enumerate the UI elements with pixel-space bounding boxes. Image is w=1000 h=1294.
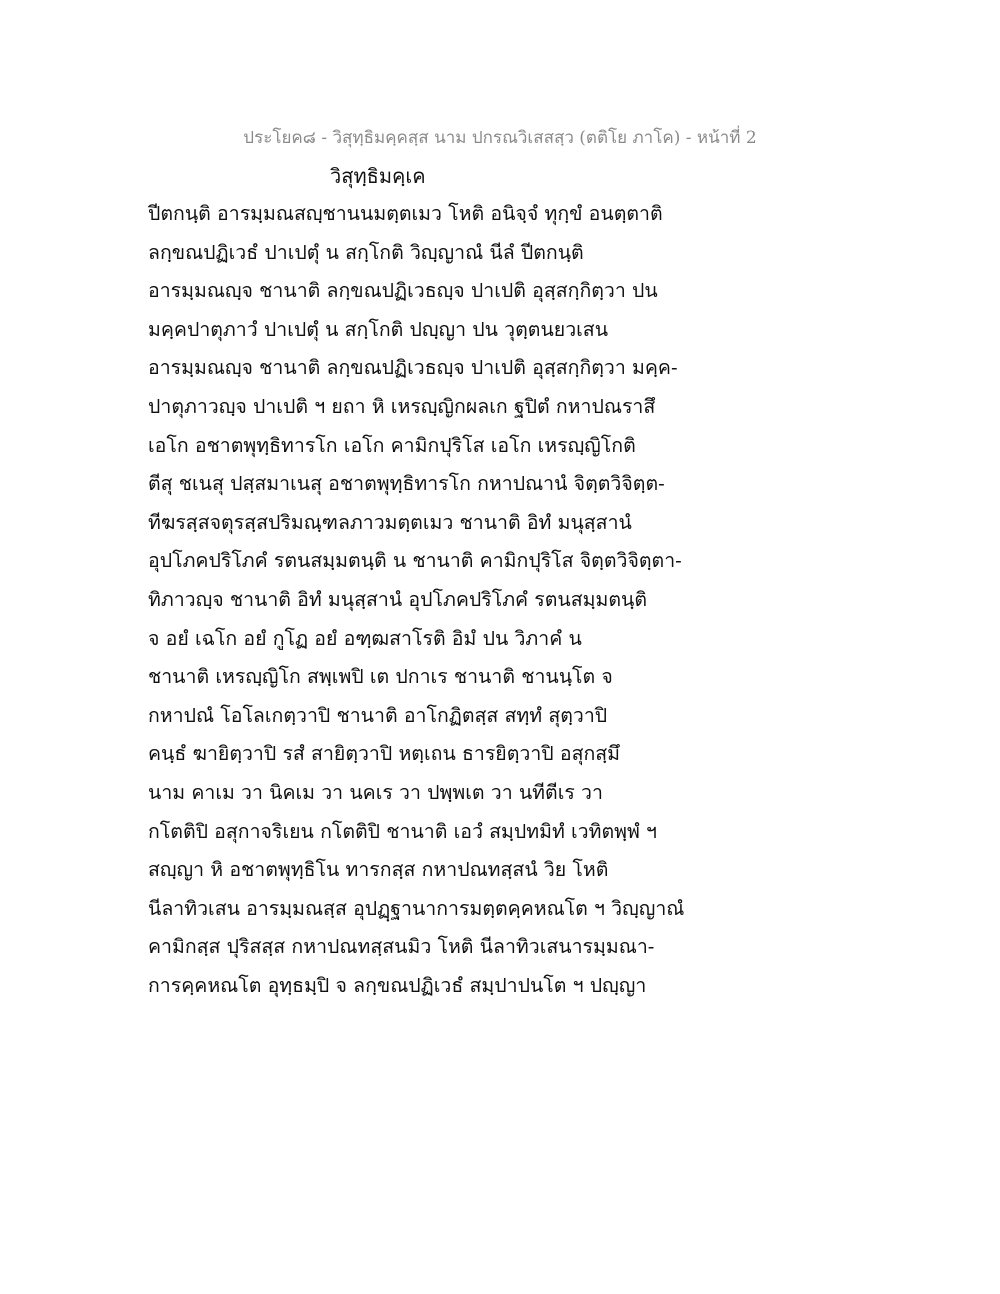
text-line: ตีสุ ชเนสุ ปสฺสมาเนสุ อชาตพุทฺธิทารโก กหาปณานํ จิตฺตวิจิตฺต- (148, 472, 665, 496)
text-line: ลกฺขณปฏิเวธํ ปาเปตุํ น สกฺโกติ วิญฺญาณํ นีลํ ปีตกนฺติ (148, 240, 584, 264)
running-header (0, 124, 1000, 151)
section-title: วิสุทฺธิมคฺเค (330, 164, 426, 188)
running-header-text: ประโยค๘ - วิสุทฺธิมคฺคสฺส นาม ปกรณวิเสสสฺว (ตติโย ภาโค) - หน้าที่ 2 (243, 128, 757, 148)
text-line: ปีตกนฺติ อารมฺมณสญฺชานนมตฺตเมว โหติ อนิจฺจํ ทุกฺขํ อนตฺตาติ (148, 202, 663, 225)
text-line: การคฺคหณโต อุทฺธมฺปิ จ ลกฺขณปฏิเวธํ สมฺปาปนโต ฯ ปญฺญา (148, 973, 647, 997)
text-line: จ อยํ เฉโก อยํ กูโฏ อยํ อฑฺฒสาโรติ อิมํ ปน วิภาคํ น (148, 626, 582, 650)
text-line: อารมฺมณญฺจ ชานาติ ลกฺขณปฏิเวธญฺจ ปาเปติ อุสฺสกฺกิตฺวา มคฺค- (148, 356, 678, 380)
text-line: อารมฺมณญฺจ ชานาติ ลกฺขณปฏิเวธญฺจ ปาเปติ อุสฺสกฺกิตฺวา ปน (148, 279, 658, 303)
text-line: ชานาติ เหรญฺญิโก สพฺเพปิ เต ปกาเร ชานาติ ชานนฺโต จ (148, 665, 613, 689)
text-line: กโตติปิ อสุกาจริเยน กโตติปิ ชานาติ เอวํ สมฺปทมิทํ เวทิตพฺพํ ฯ (148, 819, 657, 843)
text-line: ปาตุภาวญฺจ ปาเปติ ฯ ยถา หิ เหรญฺญิกผลเก ฐปิตํ กหาปณราสึ (148, 394, 656, 418)
text-line: กหาปณํ โอโลเกตฺวาปิ ชานาติ อาโกฏิตสฺส สทฺทํ สุตฺวาปิ (148, 703, 608, 727)
text-line: ทิภาวญฺจ ชานาติ อิทํ มนุสฺสานํ อุปโภคปริโภคํ รตนสมฺมตนฺติ (148, 587, 648, 611)
text-line: คามิกสฺส ปุริสสฺส กหาปณทสฺสนมิว โหติ นีลาทิวเสนารมฺมณา- (148, 935, 655, 959)
text-line: สญฺญา หิ อชาตพุทฺธิโน ทารกสฺส กหาปณทสฺสนํ วิย โหติ (148, 858, 609, 882)
text-line: เอโก อชาตพุทฺธิทารโก เอโก คามิกปุริโส เอโก เหรญฺญิโกติ (148, 433, 636, 457)
text-line: นาม คาเม วา นิคเม วา นคเร วา ปพฺพเต วา นทีตีเร วา (148, 780, 603, 804)
text-line: มคฺคปาตุภาวํ ปาเปตุํ น สกฺโกติ ปญฺญา ปน วุตฺตนยวเสน (148, 317, 609, 341)
text-line: คนฺธํ ฆายิตฺวาปิ รสํ สายิตฺวาปิ หตฺเถน ธารยิตฺวาปิ อสุกสฺมึ (148, 742, 621, 766)
text-line: อุปโภคปริโภคํ รตนสมฺมตนฺติ น ชานาติ คามิกปุริโส จิตฺตวิจิตฺตา- (148, 549, 682, 573)
text-line: ทีฆรสฺสจตุรสฺสปริมณฺฑลภาวมตฺตเมว ชานาติ อิทํ มนุสฺสานํ (148, 510, 632, 534)
body-text (148, 198, 708, 1008)
text-line: นีลาทิวเสน อารมฺมณสฺส อุปฏฺฐานาการมตฺตคฺคหณโต ฯ วิญฺญาณํ (148, 896, 685, 920)
